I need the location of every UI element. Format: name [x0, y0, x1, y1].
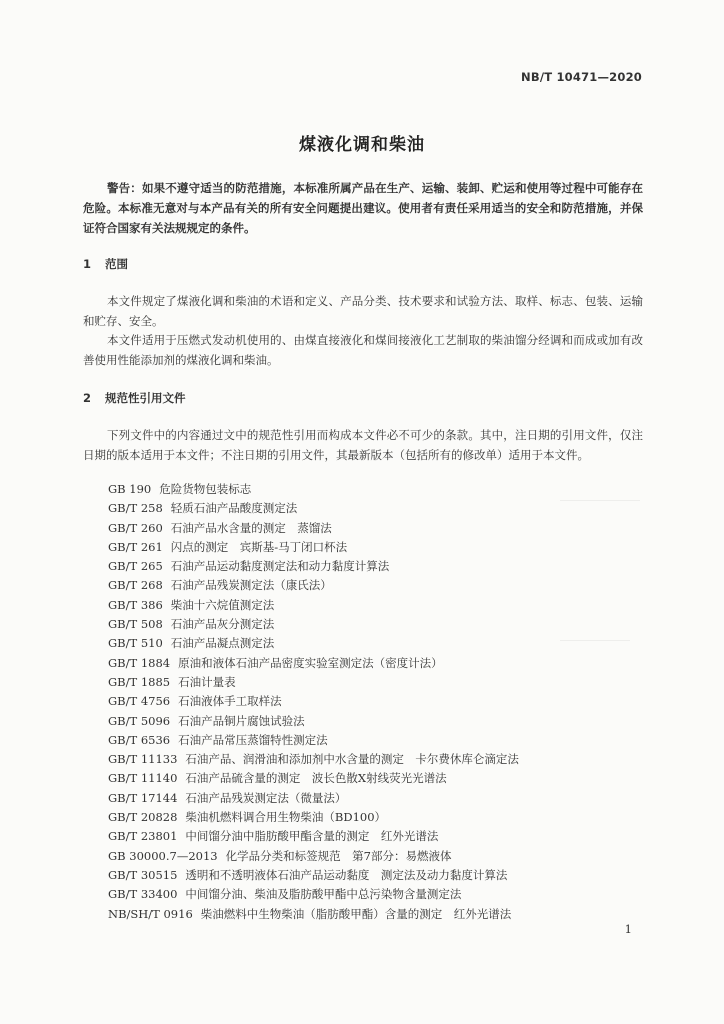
reference-code: GB/T 5096	[108, 713, 171, 728]
reference-title: 石油产品水含量的测定 蒸馏法	[170, 520, 332, 535]
reference-item	[108, 615, 519, 634]
reference-code: GB/T 258	[108, 501, 163, 516]
reference-item	[108, 731, 519, 750]
reference-code: GB/T 23801	[108, 829, 178, 844]
reference-title: 闪点的测定 宾斯基-马丁闭口杯法	[170, 539, 348, 554]
reference-item	[108, 499, 519, 518]
reference-item	[108, 847, 519, 866]
section-1-heading	[83, 256, 128, 272]
reference-code: GB/T 33400	[108, 887, 178, 902]
reference-title: 石油产品凝点测定法	[170, 636, 275, 651]
reference-title: 石油计量表	[178, 674, 236, 689]
reference-title: 石油产品铜片腐蚀试验法	[178, 713, 305, 728]
section-2-title: 规范性引用文件	[105, 391, 186, 405]
section-2-number: 2	[83, 391, 92, 405]
reference-code: GB/T 510	[108, 636, 163, 651]
section-1-number: 1	[83, 257, 92, 271]
section-1-title: 范围	[105, 257, 128, 271]
reference-item	[108, 712, 519, 731]
reference-title: 透明和不透明液体石油产品运动黏度 测定法及动力黏度计算法	[185, 867, 508, 882]
page-number: 1	[624, 922, 632, 936]
reference-code: NB/SH/T 0916	[108, 906, 193, 921]
reference-item	[108, 480, 519, 499]
reference-code: GB/T 11140	[108, 771, 178, 786]
reference-code: GB 190	[108, 482, 152, 496]
reference-code: GB 30000.7—2013	[108, 848, 218, 863]
reference-title: 石油产品常压蒸馏特性测定法	[178, 732, 328, 747]
reference-title: 石油产品、润滑油和添加剂中水含量的测定 卡尔费休库仑滴定法	[185, 752, 519, 767]
reference-item	[108, 769, 519, 788]
reference-item	[108, 905, 519, 924]
reference-title: 石油产品灰分测定法	[170, 617, 275, 632]
reference-code: GB/T 4756	[108, 694, 171, 709]
reference-code: GB/T 260	[108, 520, 163, 535]
reference-item	[108, 866, 519, 885]
reference-item	[108, 750, 519, 769]
reference-code: GB/T 265	[108, 559, 163, 574]
reference-title: 石油产品运动黏度测定法和动力黏度计算法	[170, 559, 390, 574]
reference-title: 中间馏分油、柴油及脂肪酸甲酯中总污染物含量测定法	[185, 887, 462, 902]
reference-code: GB/T 268	[108, 578, 163, 593]
scope-paragraph-2: 本文件适用于压燃式发动机使用的、由煤直接液化和煤间接液化工艺制取的柴油馏分经调和而成或加有改善使用性能添加剂的煤液化调和柴油。	[83, 333, 643, 367]
reference-code: GB/T 1885	[108, 674, 171, 689]
scope-paragraph-1: 本文件规定了煤液化调和柴油的术语和定义、产品分类、技术要求和试验方法、取样、标志、包装、运输和贮存、安全。	[83, 294, 643, 328]
reference-code: GB/T 20828	[108, 810, 178, 825]
reference-item	[108, 673, 519, 692]
reference-title: 柴油燃料中生物柴油（脂肪酸甲酯）含量的测定 红外光谱法	[200, 906, 512, 921]
reference-item	[108, 557, 519, 576]
reference-title: 柴油十六烷值测定法	[170, 597, 275, 612]
reference-title: 轻质石油产品酸度测定法	[170, 501, 298, 516]
warning-notice: 警告：如果不遵守适当的防范措施，本标准所属产品在生产、运输、装卸、贮运和使用等过程中可能存在危险。本标准无意对与本产品有关的所有安全问题提出建议。使用者有责任采用适当的安全和防范措施，并保证符合国家有关法规规定的条件。	[83, 181, 643, 235]
reference-item	[108, 519, 519, 538]
reference-item	[108, 634, 519, 653]
reference-item	[108, 692, 519, 711]
reference-code: GB/T 261	[108, 539, 163, 554]
reference-title: 柴油机燃料调合用生物柴油（BD100）	[185, 810, 387, 825]
references-intro: 下列文件中的内容通过文中的规范性引用而构成本文件必不可少的条款。其中，注日期的引用文件，仅注日期的版本适用于本文件；不注日期的引用文件，其最新版本（包括所有的修改单）适用于本文件。	[83, 428, 643, 462]
reference-title: 化学品分类和标签规范 第7部分：易燃液体	[225, 848, 452, 863]
reference-code: GB/T 386	[108, 597, 163, 612]
reference-title: 石油产品残炭测定法（康氏法）	[170, 578, 332, 593]
reference-item	[108, 808, 519, 827]
reference-title: 中间馏分油中脂肪酸甲酯含量的测定 红外光谱法	[185, 829, 439, 844]
reference-code: GB/T 1884	[108, 655, 171, 670]
reference-code: GB/T 11133	[108, 752, 178, 767]
document-title: 煤液化调和柴油	[299, 135, 425, 155]
reference-title: 原油和液体石油产品密度实验室测定法（密度计法）	[178, 655, 443, 670]
reference-code: GB/T 30515	[108, 867, 178, 882]
reference-item	[108, 576, 519, 595]
reference-item	[108, 538, 519, 557]
show-through-mark	[560, 640, 630, 641]
show-through-mark	[560, 500, 640, 501]
reference-item	[108, 654, 519, 673]
reference-title: 危险货物包装标志	[159, 482, 252, 496]
reference-item	[108, 885, 519, 904]
reference-code: GB/T 6536	[108, 732, 171, 747]
reference-item	[108, 789, 519, 808]
reference-code: GB/T 17144	[108, 790, 178, 805]
standard-number: NB/T 10471—2020	[521, 70, 642, 84]
reference-title: 石油产品残炭测定法（微量法）	[185, 790, 347, 805]
reference-item	[108, 596, 519, 615]
normative-references-list	[108, 480, 519, 924]
reference-code: GB/T 508	[108, 617, 163, 632]
reference-title: 石油产品硫含量的测定 波长色散X射线荧光光谱法	[185, 771, 447, 786]
reference-item	[108, 827, 519, 846]
reference-title: 石油液体手工取样法	[178, 694, 282, 709]
section-2-heading	[83, 390, 186, 406]
